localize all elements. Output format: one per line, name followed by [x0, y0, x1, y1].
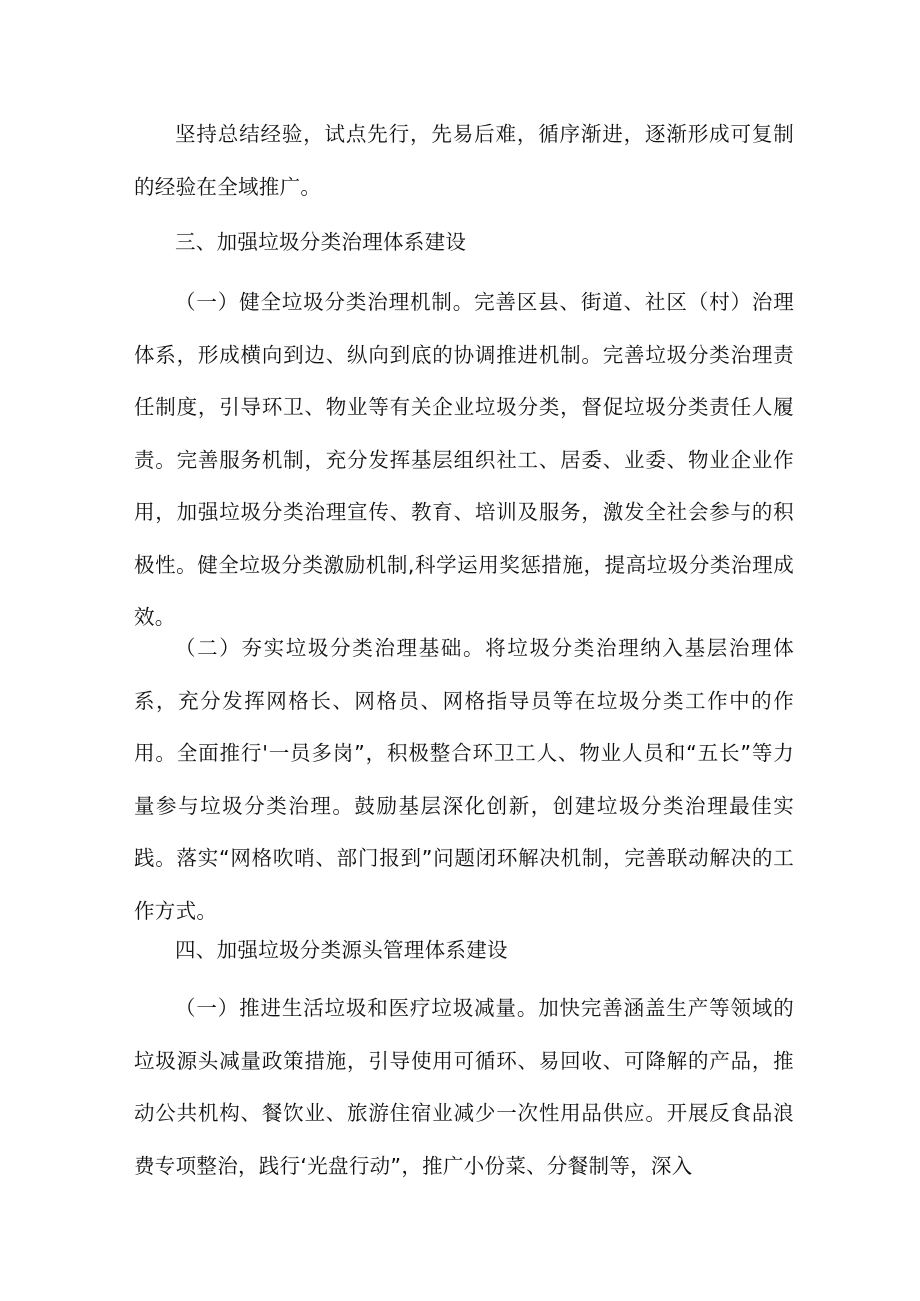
- paragraph-governance-foundation: （二）夯实垃圾分类治理基础。将垃圾分类治理纳入基层治理体系，充分发挥网格长、网格员、网格指导员等在垃圾分类工作中的作用。全面推行'一员多岗”，积极整合环卫工人、物业人员和“五长”等力量参与垃圾分类治理。鼓励基层深化创新，创建垃圾分类治理最佳实践。落实“网格吹哨、部门报到”问题闭环解决机制，完善联动解决的工作方式。: [134, 636, 794, 923]
- paragraph-pilot-experience: 坚持总结经验，试点先行，先易后难，循序渐进，逐渐形成可复制的经验在全域推广。: [134, 122, 794, 199]
- section-heading-3: 三、加强垃圾分类治理体系建设: [175, 230, 467, 254]
- paragraph-governance-mechanism: （一）健全垃圾分类治理机制。完善区县、街道、社区（村）治理体系，形成横向到边、纵向到底的协调推进机制。完善垃圾分类治理责任制度，引导环卫、物业等有关企业垃圾分类，督促垃圾分类责任人履责。完善服务机制，充分发挥基层组织社工、居委、业委、物业企业作用，加强垃圾分类治理宣传、教育、培训及服务，激发全社会参与的积极性。健全垃圾分类激励机制,科学运用奖惩措施，提高垃圾分类治理成效。: [134, 290, 794, 629]
- section-heading-4: 四、加强垃圾分类源头管理体系建设: [175, 938, 508, 962]
- paragraph-waste-reduction: （一）推进生活垃圾和医疗垃圾减量。加快完善涵盖生产等领域的垃圾源头减量政策措施，引导使用可循环、易回收、可降解的产品，推动公共机构、餐饮业、旅游住宿业减少一次性用品供应。开展反食品浪费专项整治，践行‘光盘行动”，推广小份菜、分餐制等，深入: [134, 996, 794, 1178]
